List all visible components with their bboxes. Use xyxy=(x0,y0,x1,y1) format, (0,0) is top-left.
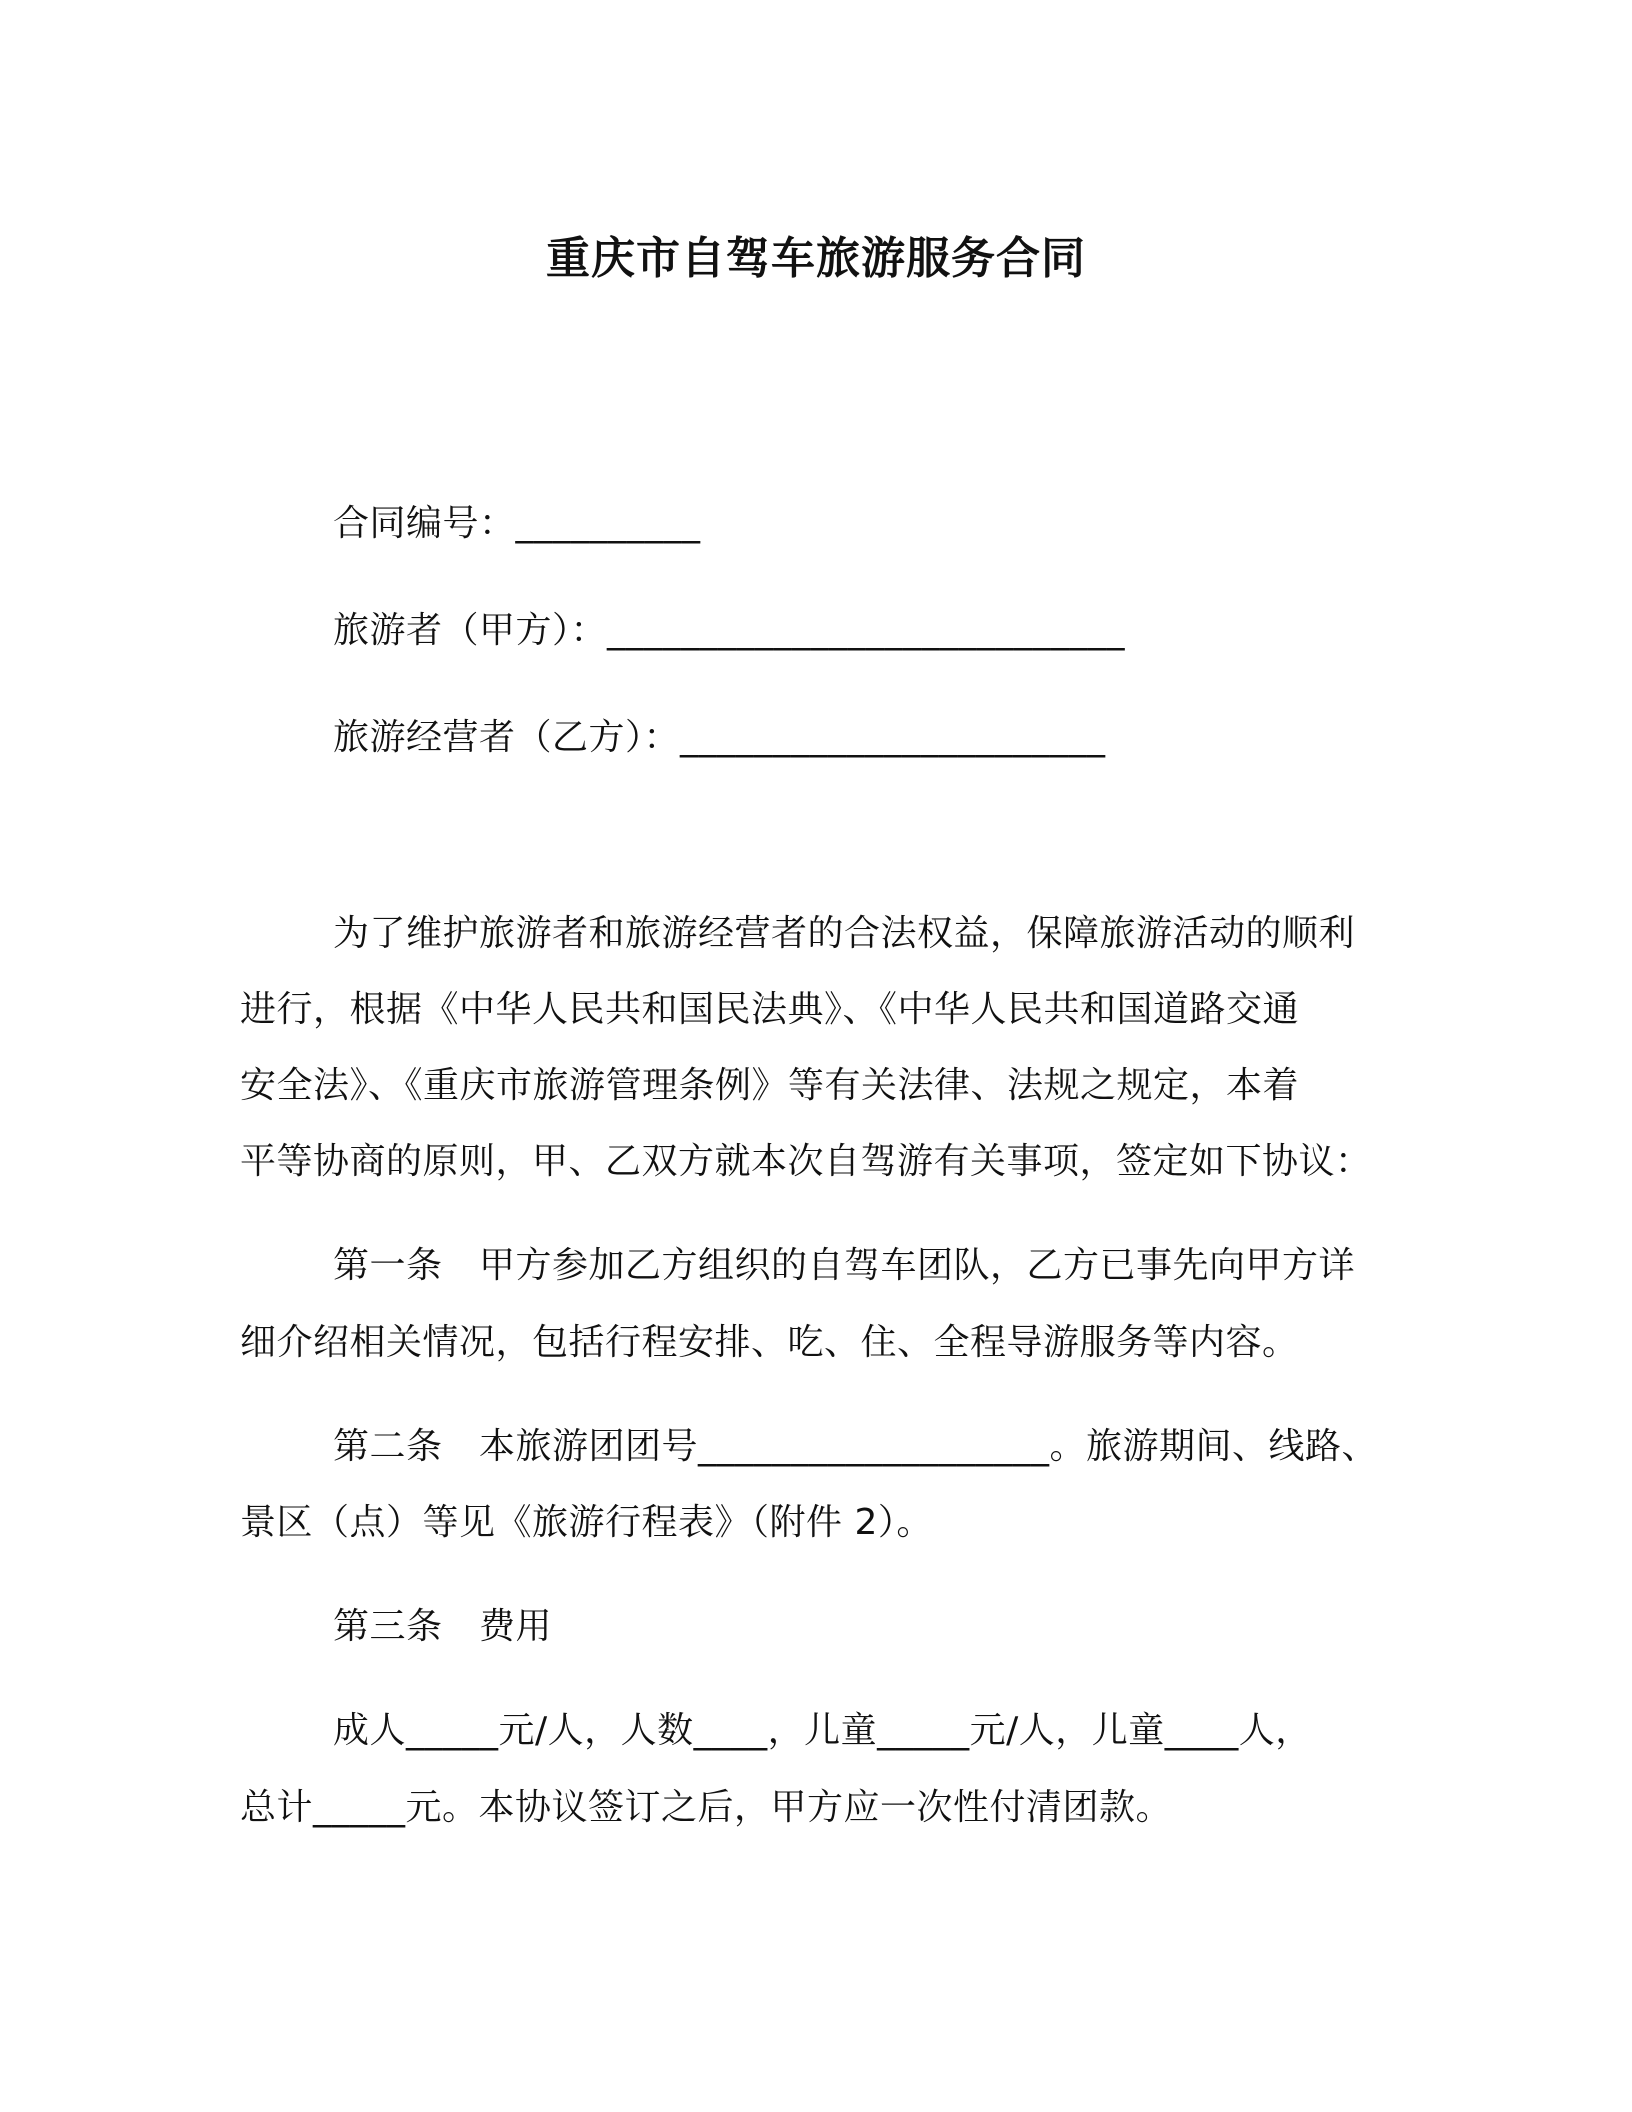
article-1-line: 细介绍相关情况，包括行程安排、吃、住、全程导游服务等内容。 xyxy=(240,1322,1299,1363)
preamble-line: 安全法》、《重庆市旅游管理条例》等有关法律、法规之规定，本着 xyxy=(240,1065,1300,1106)
preamble-line: 平等协商的原则，甲、乙双方就本次自驾游有关事项，签定如下协议： xyxy=(240,1141,1372,1182)
party-a-field: 旅游者（甲方）：____________________________ xyxy=(333,610,1126,651)
party-b-field: 旅游经营者（乙方）：_______________________ xyxy=(333,717,1106,758)
article-1-line: 第一条 甲方参加乙方组织的自驾车团队，乙方已事先向甲方详 xyxy=(333,1245,1356,1286)
article-2-line: 第二条 本旅游团团号___________________。旅游期间、线路、 xyxy=(333,1426,1379,1467)
article-2-line: 景区（点）等见《旅游行程表》（附件 2）。 xyxy=(240,1502,933,1543)
contract-number-field: 合同编号：__________ xyxy=(333,503,701,544)
preamble-line: 进行，根据《中华人民共和国民法典》、《中华人民共和国道路交通 xyxy=(240,989,1300,1030)
article-3-line: 成人_____元/人，人数____，儿童_____元/人，儿童____人， xyxy=(333,1710,1312,1751)
document-title: 重庆市自驾车旅游服务合同 xyxy=(546,233,1086,284)
article-3-heading: 第三条 费用 xyxy=(333,1606,553,1647)
preamble-line: 为了维护旅游者和旅游经营者的合法权益，保障旅游活动的顺利 xyxy=(333,913,1356,954)
article-3-line: 总计_____元。本协议签订之后，甲方应一次性付清团款。 xyxy=(240,1787,1173,1828)
